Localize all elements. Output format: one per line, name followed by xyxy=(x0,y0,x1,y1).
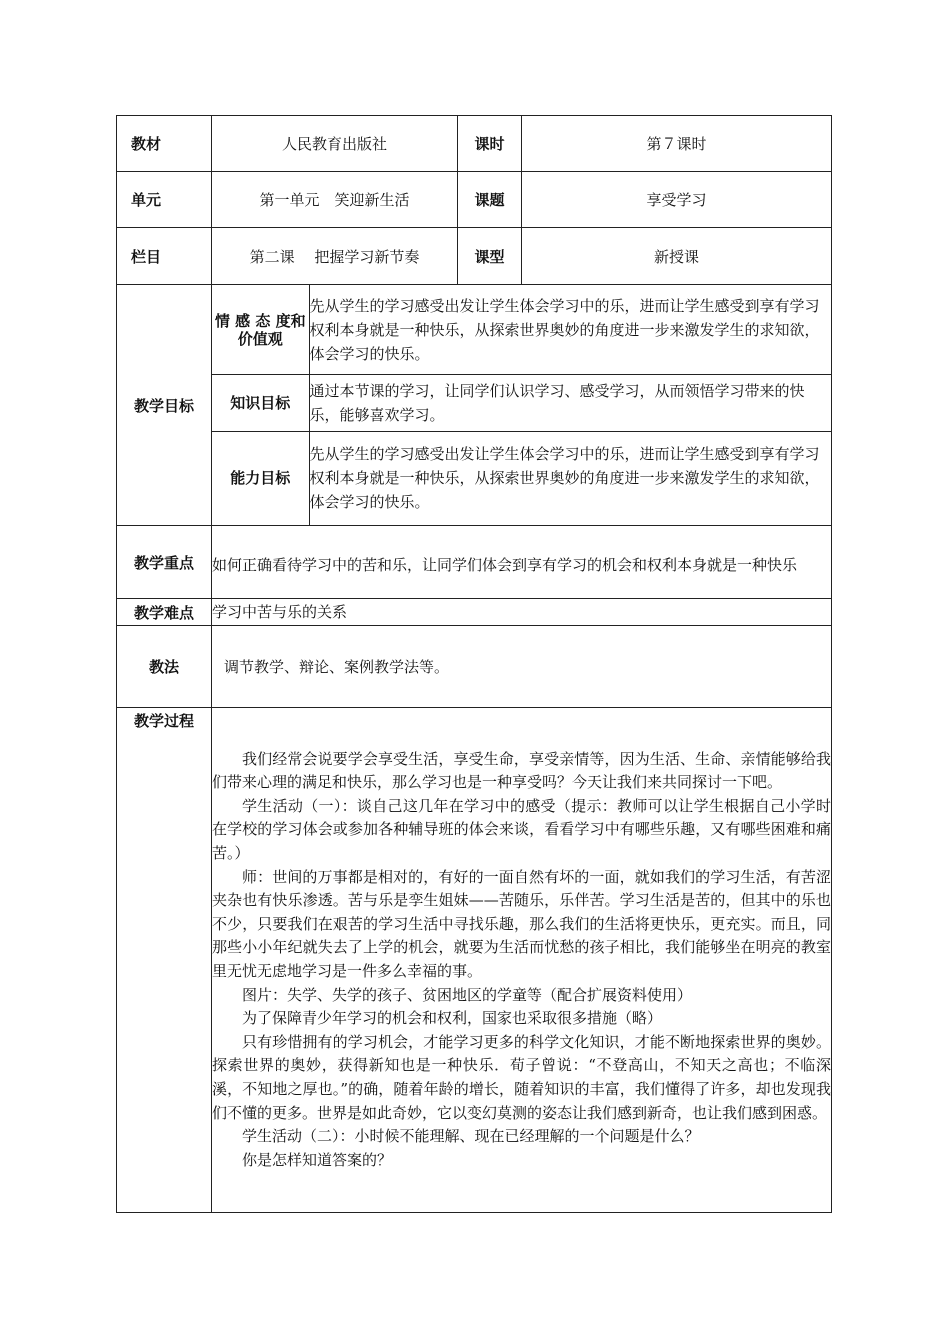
process-paragraph: 为了保障青少年学习的机会和权利，国家也采取很多措施（略） xyxy=(242,1009,663,1028)
method-text: 调节教学、辩论、案例教学法等。 xyxy=(212,626,832,708)
row-unit xyxy=(117,172,832,228)
row-method xyxy=(117,626,832,708)
label-column: 栏目 xyxy=(117,228,212,285)
label-unit: 单元 xyxy=(117,172,212,228)
process-paragraph: 你是怎样知道答案的？ xyxy=(242,1150,393,1169)
label-difficulty: 教学难点 xyxy=(117,599,212,626)
row-difficulty xyxy=(117,599,832,626)
value-period: 第７课时 xyxy=(522,116,832,172)
goal-row-attitude xyxy=(212,285,831,375)
label-textbook: 教材 xyxy=(117,116,212,172)
value-column: 第二课 把握学习新节奏 xyxy=(212,228,458,285)
row-process xyxy=(117,708,832,1213)
goal-row-ability xyxy=(212,431,831,525)
value-type: 新授课 xyxy=(522,228,832,285)
goals-table xyxy=(212,285,831,525)
value-topic: 享受学习 xyxy=(522,172,832,228)
label-period: 课时 xyxy=(458,116,522,172)
row-textbook xyxy=(117,116,832,172)
label-focus: 教学重点 xyxy=(117,526,212,599)
label-topic: 课题 xyxy=(458,172,522,228)
difficulty-text: 学习中苦与乐的关系 xyxy=(212,599,832,626)
process-paragraph: 师：世间的万事都是相对的，有好的一面自然有坏的一面，就如我们的学习生活，有苦涩夹杂也有快乐渗透。苦与乐是孪生姐妹——苦随乐，乐伴苦。学习生活是苦的，但其中的乐也不少，只要我们在艰苦的学习生活中寻找乐趣，那么我们的生活将更快乐，更充实。而且，同那些小小年纪就失去了上学的机会，就要为生活而忧愁的孩子相比，我们能够坐在明亮的教室里无忧无虑地学习是一件多么幸福的事。 xyxy=(212,867,831,980)
goal-row-knowledge xyxy=(212,375,831,431)
goal-text-attitude: 先从学生的学习感受出发让学生体会学习中的乐，进而让学生感受到享有学习权利本身就是一种快乐，从探索世界奥妙的角度进一步来激发学生的求知欲，体会学习的快乐。 xyxy=(309,285,831,375)
label-goals: 教学目标 xyxy=(117,285,212,526)
goal-name-attitude: 情 感 态 度和价值观 xyxy=(212,285,309,375)
process-paragraph: 我们经常会说要学会享受生活，享受生命，享受亲情等，因为生活、生命、亲情能够给我们带来心理的满足和快乐，那么学习也是一种享受吗？今天让我们来共同探讨一下吧。 xyxy=(212,749,831,792)
label-process: 教学过程 xyxy=(117,708,212,1213)
label-type: 课型 xyxy=(458,228,522,285)
process-paragraph: 学生活动（一）：谈自己这几年在学习中的感受（提示：教师可以让学生根据自己小学时在学校的学习体会或参加各种辅导班的体会来谈，看看学习中有哪些乐趣，又有哪些困难和痛苦。） xyxy=(212,796,831,863)
row-focus xyxy=(117,526,832,599)
process-paragraph: 学生活动（二）：小时候不能理解、现在已经理解的一个问题是什么？ xyxy=(242,1127,700,1146)
lesson-plan-table xyxy=(116,115,832,1213)
goal-name-knowledge: 知识目标 xyxy=(212,375,309,431)
row-goals xyxy=(117,285,832,526)
process-paragraph: 图片：失学、失学的孩子、贫困地区的学童等（配合扩展资料使用） xyxy=(242,985,693,1004)
value-publisher: 人民教育出版社 xyxy=(212,116,458,172)
goal-text-knowledge: 通过本节课的学习，让同学们认识学习、感受学习，从而领悟学习带来的快乐，能够喜欢学习。 xyxy=(309,375,831,431)
focus-text: 如何正确看待学习中的苦和乐，让同学们体会到享有学习的机会和权利本身就是一种快乐 xyxy=(212,526,832,599)
goal-name-ability: 能力目标 xyxy=(212,431,309,525)
value-unit: 第一单元 笑迎新生活 xyxy=(212,172,458,228)
process-body xyxy=(212,708,832,1213)
label-method: 教法 xyxy=(117,626,212,708)
goal-text-ability: 先从学生的学习感受出发让学生体会学习中的乐，进而让学生感受到享有学习权利本身就是一种快乐，从探索世界奥妙的角度进一步来激发学生的求知欲，体会学习的快乐。 xyxy=(309,431,831,525)
row-column xyxy=(117,228,832,285)
process-paragraph: 只有珍惜拥有的学习机会，才能学习更多的科学文化知识，才能不断地探索世界的奥妙。探索世界的奥妙，获得新知也是一种快乐．荀子曾说：“不登高山，不知天之高也；不临深溪，不知地之厚也。”的确，随着年龄的增长，随着知识的丰富，我们懂得了许多，却也发现我们不懂的更多。世界是如此奇妙，它以变幻莫测的姿态让我们感到新奇，也让我们感到困惑。 xyxy=(212,1032,831,1122)
